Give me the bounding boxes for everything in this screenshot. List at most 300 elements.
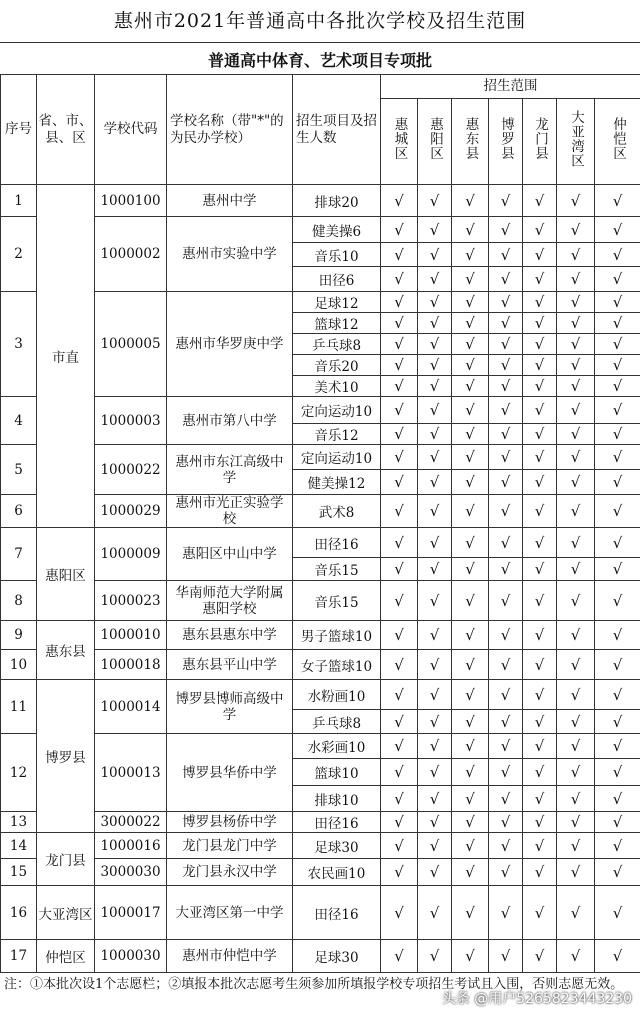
check-mark: √ xyxy=(595,243,640,267)
code-cell: 1000003 xyxy=(95,397,167,445)
check-mark: √ xyxy=(595,355,640,376)
region-cell: 大亚湾区 xyxy=(37,886,95,940)
check-mark: √ xyxy=(418,621,452,650)
project-cell: 水粉画10 xyxy=(293,680,381,710)
header-region: 省、市、县、区 xyxy=(37,75,95,185)
header-district xyxy=(489,99,523,185)
check-mark: √ xyxy=(557,581,595,621)
check-mark: √ xyxy=(557,470,595,495)
check-mark: √ xyxy=(595,558,640,581)
check-mark: √ xyxy=(523,940,557,973)
check-mark: √ xyxy=(595,734,640,759)
check-mark: √ xyxy=(557,786,595,812)
check-mark: √ xyxy=(452,185,489,217)
check-mark: √ xyxy=(595,424,640,445)
check-mark: √ xyxy=(381,267,418,292)
code-cell: 1000018 xyxy=(95,650,167,680)
code-cell: 1000013 xyxy=(95,734,167,812)
school-name-cell: 惠州市东江高级中学 xyxy=(167,445,293,495)
project-cell: 乒乓球8 xyxy=(293,710,381,734)
check-mark: √ xyxy=(523,185,557,217)
check-mark: √ xyxy=(557,445,595,470)
check-mark: √ xyxy=(523,495,557,528)
check-mark: √ xyxy=(557,292,595,313)
check-mark: √ xyxy=(557,217,595,243)
check-mark: √ xyxy=(523,397,557,424)
check-mark: √ xyxy=(523,621,557,650)
check-mark: √ xyxy=(523,528,557,558)
district-label: 惠阳区 xyxy=(427,117,443,161)
project-cell: 足球30 xyxy=(293,940,381,973)
district-label: 龙门县 xyxy=(532,117,548,161)
check-mark: √ xyxy=(381,445,418,470)
check-mark: √ xyxy=(595,859,640,886)
seq-cell: 15 xyxy=(1,859,37,886)
school-name-cell: 惠州市光正实验学校 xyxy=(167,495,293,528)
check-mark: √ xyxy=(595,528,640,558)
check-mark: √ xyxy=(595,812,640,833)
check-mark: √ xyxy=(557,833,595,859)
check-mark: √ xyxy=(489,267,523,292)
check-mark: √ xyxy=(489,650,523,680)
check-mark: √ xyxy=(489,217,523,243)
check-mark: √ xyxy=(418,355,452,376)
seq-cell: 2 xyxy=(1,217,37,292)
check-mark: √ xyxy=(452,424,489,445)
seq-cell: 14 xyxy=(1,833,37,859)
check-mark: √ xyxy=(595,581,640,621)
check-mark: √ xyxy=(452,528,489,558)
seq-cell: 10 xyxy=(1,650,37,680)
table-row xyxy=(1,292,640,313)
check-mark: √ xyxy=(523,424,557,445)
check-mark: √ xyxy=(418,292,452,313)
check-mark: √ xyxy=(557,313,595,334)
code-cell: 1000009 xyxy=(95,528,167,581)
check-mark: √ xyxy=(557,185,595,217)
school-name-cell: 龙门县永汉中学 xyxy=(167,859,293,886)
table-row xyxy=(1,528,640,558)
check-mark: √ xyxy=(381,292,418,313)
check-mark: √ xyxy=(418,940,452,973)
check-mark: √ xyxy=(595,495,640,528)
check-mark: √ xyxy=(523,217,557,243)
check-mark: √ xyxy=(523,445,557,470)
check-mark: √ xyxy=(418,558,452,581)
seq-cell: 7 xyxy=(1,528,37,581)
check-mark: √ xyxy=(381,424,418,445)
school-name-cell: 惠州市仲恺中学 xyxy=(167,940,293,973)
check-mark: √ xyxy=(489,759,523,786)
check-mark: √ xyxy=(557,680,595,710)
table-row xyxy=(1,445,640,470)
check-mark: √ xyxy=(452,812,489,833)
check-mark: √ xyxy=(489,445,523,470)
check-mark: √ xyxy=(595,267,640,292)
check-mark: √ xyxy=(381,886,418,940)
check-mark: √ xyxy=(595,397,640,424)
check-mark: √ xyxy=(418,267,452,292)
check-mark: √ xyxy=(595,376,640,397)
check-mark: √ xyxy=(523,833,557,859)
project-cell: 水彩画10 xyxy=(293,734,381,759)
check-mark: √ xyxy=(381,812,418,833)
table-row xyxy=(1,185,640,217)
code-cell: 3000030 xyxy=(95,859,167,886)
code-cell: 1000029 xyxy=(95,495,167,528)
check-mark: √ xyxy=(381,734,418,759)
check-mark: √ xyxy=(595,759,640,786)
check-mark: √ xyxy=(557,355,595,376)
batch-subtitle: 普通高中体育、艺术项目专项批 xyxy=(0,42,640,75)
check-mark: √ xyxy=(489,859,523,886)
check-mark: √ xyxy=(595,292,640,313)
check-mark: √ xyxy=(418,243,452,267)
project-cell: 音乐10 xyxy=(293,243,381,267)
check-mark: √ xyxy=(418,650,452,680)
check-mark: √ xyxy=(452,680,489,710)
project-cell: 女子篮球10 xyxy=(293,650,381,680)
check-mark: √ xyxy=(489,680,523,710)
check-mark: √ xyxy=(523,355,557,376)
check-mark: √ xyxy=(523,650,557,680)
check-mark: √ xyxy=(418,786,452,812)
footnote: 注：①本批次设1个志愿栏；②填报本批次志愿考生须参加所填报学校专项招生考试且入围，否则志愿无效。 xyxy=(0,972,640,1018)
project-cell: 音乐20 xyxy=(293,355,381,376)
check-mark: √ xyxy=(381,528,418,558)
page-title: 惠州市2021年普通高中各批次学校及招生范围 xyxy=(113,9,527,32)
project-cell: 田径16 xyxy=(293,886,381,940)
school-name-cell: 惠州中学 xyxy=(167,185,293,217)
check-mark: √ xyxy=(418,734,452,759)
table-row xyxy=(1,581,640,621)
check-mark: √ xyxy=(418,833,452,859)
check-mark: √ xyxy=(418,445,452,470)
project-cell: 篮球10 xyxy=(293,759,381,786)
check-mark: √ xyxy=(557,376,595,397)
check-mark: √ xyxy=(523,267,557,292)
check-mark: √ xyxy=(595,185,640,217)
check-mark: √ xyxy=(381,759,418,786)
check-mark: √ xyxy=(381,650,418,680)
check-mark: √ xyxy=(381,217,418,243)
check-mark: √ xyxy=(489,786,523,812)
check-mark: √ xyxy=(452,710,489,734)
check-mark: √ xyxy=(523,710,557,734)
check-mark: √ xyxy=(523,759,557,786)
check-mark: √ xyxy=(418,859,452,886)
region-cell: 市直 xyxy=(37,185,95,528)
check-mark: √ xyxy=(595,334,640,355)
project-cell: 音乐15 xyxy=(293,581,381,621)
table-row xyxy=(1,833,640,859)
check-mark: √ xyxy=(595,886,640,940)
check-mark: √ xyxy=(418,710,452,734)
table-row xyxy=(1,217,640,243)
check-mark: √ xyxy=(452,217,489,243)
project-cell: 篮球12 xyxy=(293,313,381,334)
project-cell: 定向运动10 xyxy=(293,445,381,470)
check-mark: √ xyxy=(381,859,418,886)
project-cell: 农民画10 xyxy=(293,859,381,886)
check-mark: √ xyxy=(381,833,418,859)
check-mark: √ xyxy=(557,528,595,558)
seq-cell: 17 xyxy=(1,940,37,973)
school-name-cell: 博罗县华侨中学 xyxy=(167,734,293,812)
check-mark: √ xyxy=(557,243,595,267)
code-cell: 1000023 xyxy=(95,581,167,621)
check-mark: √ xyxy=(381,243,418,267)
school-name-cell: 龙门县龙门中学 xyxy=(167,833,293,859)
region-cell: 博罗县 xyxy=(37,680,95,833)
region-cell: 龙门县 xyxy=(37,833,95,886)
check-mark: √ xyxy=(381,397,418,424)
school-name-cell: 惠州市实验中学 xyxy=(167,217,293,292)
check-mark: √ xyxy=(595,217,640,243)
check-mark: √ xyxy=(452,650,489,680)
school-name-cell: 华南师范大学附属惠阳学校 xyxy=(167,581,293,621)
check-mark: √ xyxy=(523,376,557,397)
check-mark: √ xyxy=(557,558,595,581)
project-cell: 乒乓球8 xyxy=(293,334,381,355)
code-cell: 1000017 xyxy=(95,886,167,940)
header-project: 招生项目及招生人数 xyxy=(293,75,381,185)
check-mark: √ xyxy=(523,313,557,334)
check-mark: √ xyxy=(452,445,489,470)
check-mark: √ xyxy=(452,886,489,940)
project-cell: 排球20 xyxy=(293,185,381,217)
project-cell: 美术10 xyxy=(293,376,381,397)
check-mark: √ xyxy=(557,397,595,424)
check-mark: √ xyxy=(595,313,640,334)
table-row xyxy=(1,680,640,710)
project-cell: 田径16 xyxy=(293,528,381,558)
check-mark: √ xyxy=(381,495,418,528)
check-mark: √ xyxy=(381,621,418,650)
check-mark: √ xyxy=(418,886,452,940)
check-mark: √ xyxy=(381,470,418,495)
region-cell: 惠阳区 xyxy=(37,528,95,621)
seq-cell: 13 xyxy=(1,812,37,833)
check-mark: √ xyxy=(452,313,489,334)
project-cell: 男子篮球10 xyxy=(293,621,381,650)
check-mark: √ xyxy=(452,355,489,376)
check-mark: √ xyxy=(452,859,489,886)
district-label: 惠城区 xyxy=(391,117,408,161)
school-name-cell: 惠阳区中山中学 xyxy=(167,528,293,581)
code-cell: 1000002 xyxy=(95,217,167,292)
check-mark: √ xyxy=(595,445,640,470)
check-mark: √ xyxy=(523,734,557,759)
check-mark: √ xyxy=(557,710,595,734)
check-mark: √ xyxy=(557,495,595,528)
check-mark: √ xyxy=(557,267,595,292)
check-mark: √ xyxy=(452,786,489,812)
region-cell: 惠东县 xyxy=(37,621,95,680)
check-mark: √ xyxy=(381,334,418,355)
school-name-cell: 惠东县惠东中学 xyxy=(167,621,293,650)
check-mark: √ xyxy=(381,376,418,397)
check-mark: √ xyxy=(523,292,557,313)
check-mark: √ xyxy=(489,355,523,376)
check-mark: √ xyxy=(523,680,557,710)
check-mark: √ xyxy=(418,313,452,334)
check-mark: √ xyxy=(523,786,557,812)
project-cell: 定向运动10 xyxy=(293,397,381,424)
check-mark: √ xyxy=(557,859,595,886)
check-mark: √ xyxy=(381,581,418,621)
seq-cell: 8 xyxy=(1,581,37,621)
seq-cell: 1 xyxy=(1,185,37,217)
check-mark: √ xyxy=(452,397,489,424)
check-mark: √ xyxy=(418,680,452,710)
check-mark: √ xyxy=(489,292,523,313)
table-row xyxy=(1,859,640,886)
header-school: 学校名称（带"*"的为民办学校） xyxy=(167,75,293,185)
project-cell: 武术8 xyxy=(293,495,381,528)
code-cell: 1000005 xyxy=(95,292,167,397)
district-label: 仲恺区 xyxy=(610,117,627,161)
check-mark: √ xyxy=(595,940,640,973)
check-mark: √ xyxy=(523,859,557,886)
check-mark: √ xyxy=(418,581,452,621)
check-mark: √ xyxy=(452,243,489,267)
check-mark: √ xyxy=(489,185,523,217)
check-mark: √ xyxy=(489,710,523,734)
check-mark: √ xyxy=(595,470,640,495)
check-mark: √ xyxy=(452,621,489,650)
check-mark: √ xyxy=(595,833,640,859)
check-mark: √ xyxy=(381,940,418,973)
check-mark: √ xyxy=(418,217,452,243)
check-mark: √ xyxy=(452,470,489,495)
project-cell: 足球30 xyxy=(293,833,381,859)
check-mark: √ xyxy=(595,786,640,812)
code-cell: 1000022 xyxy=(95,445,167,495)
check-mark: √ xyxy=(557,940,595,973)
seq-cell: 5 xyxy=(1,445,37,495)
table-row xyxy=(1,495,640,528)
seq-cell: 9 xyxy=(1,621,37,650)
check-mark: √ xyxy=(557,650,595,680)
header-seq: 序号 xyxy=(1,75,37,185)
header-district xyxy=(557,99,595,185)
check-mark: √ xyxy=(489,621,523,650)
check-mark: √ xyxy=(452,581,489,621)
header-district xyxy=(595,99,640,185)
code-cell: 3000022 xyxy=(95,812,167,833)
check-mark: √ xyxy=(452,376,489,397)
code-cell: 1000030 xyxy=(95,940,167,973)
check-mark: √ xyxy=(557,734,595,759)
check-mark: √ xyxy=(381,313,418,334)
code-cell: 1000014 xyxy=(95,680,167,734)
school-name-cell: 博罗县博师高级中学 xyxy=(167,680,293,734)
check-mark: √ xyxy=(489,558,523,581)
check-mark: √ xyxy=(557,621,595,650)
code-cell: 1000016 xyxy=(95,833,167,859)
header-district xyxy=(381,99,418,185)
table-row xyxy=(1,397,640,424)
project-cell: 田径16 xyxy=(293,812,381,833)
check-mark: √ xyxy=(418,470,452,495)
check-mark: √ xyxy=(489,940,523,973)
check-mark: √ xyxy=(523,334,557,355)
watermark: 头条 @用户5265823443230 xyxy=(441,991,632,1007)
school-name-cell: 惠州市第八中学 xyxy=(167,397,293,445)
check-mark: √ xyxy=(418,495,452,528)
project-cell: 健美操12 xyxy=(293,470,381,495)
school-name-cell: 惠州市华罗庚中学 xyxy=(167,292,293,397)
check-mark: √ xyxy=(489,812,523,833)
school-name-cell: 博罗县杨侨中学 xyxy=(167,812,293,833)
check-mark: √ xyxy=(595,650,640,680)
project-cell: 排球10 xyxy=(293,786,381,812)
seq-cell: 16 xyxy=(1,886,37,940)
school-name-cell: 大亚湾区第一中学 xyxy=(167,886,293,940)
check-mark: √ xyxy=(489,495,523,528)
check-mark: √ xyxy=(489,397,523,424)
project-cell: 田径6 xyxy=(293,267,381,292)
check-mark: √ xyxy=(381,558,418,581)
check-mark: √ xyxy=(523,886,557,940)
check-mark: √ xyxy=(489,376,523,397)
table-row xyxy=(1,734,640,759)
check-mark: √ xyxy=(489,581,523,621)
check-mark: √ xyxy=(452,558,489,581)
header-district xyxy=(523,99,557,185)
check-mark: √ xyxy=(418,376,452,397)
check-mark: √ xyxy=(557,424,595,445)
seq-cell: 11 xyxy=(1,680,37,734)
check-mark: √ xyxy=(418,812,452,833)
check-mark: √ xyxy=(489,243,523,267)
check-mark: √ xyxy=(523,558,557,581)
project-cell: 音乐12 xyxy=(293,424,381,445)
check-mark: √ xyxy=(418,334,452,355)
check-mark: √ xyxy=(381,185,418,217)
check-mark: √ xyxy=(595,680,640,710)
seq-cell: 3 xyxy=(1,292,37,397)
check-mark: √ xyxy=(452,292,489,313)
project-cell: 健美操6 xyxy=(293,217,381,243)
check-mark: √ xyxy=(523,581,557,621)
code-cell: 1000100 xyxy=(95,185,167,217)
table-row xyxy=(1,940,640,973)
admissions-table xyxy=(0,74,640,973)
project-cell: 音乐15 xyxy=(293,558,381,581)
project-cell: 足球12 xyxy=(293,292,381,313)
check-mark: √ xyxy=(418,397,452,424)
check-mark: √ xyxy=(557,759,595,786)
check-mark: √ xyxy=(557,334,595,355)
check-mark: √ xyxy=(595,710,640,734)
table-row xyxy=(1,621,640,650)
check-mark: √ xyxy=(452,734,489,759)
check-mark: √ xyxy=(452,495,489,528)
check-mark: √ xyxy=(523,812,557,833)
check-mark: √ xyxy=(489,833,523,859)
check-mark: √ xyxy=(381,355,418,376)
check-mark: √ xyxy=(452,833,489,859)
check-mark: √ xyxy=(489,734,523,759)
check-mark: √ xyxy=(595,621,640,650)
district-label: 惠东县 xyxy=(462,117,479,161)
check-mark: √ xyxy=(489,424,523,445)
district-label: 大亚湾区 xyxy=(568,110,584,168)
check-mark: √ xyxy=(489,886,523,940)
check-mark: √ xyxy=(418,759,452,786)
